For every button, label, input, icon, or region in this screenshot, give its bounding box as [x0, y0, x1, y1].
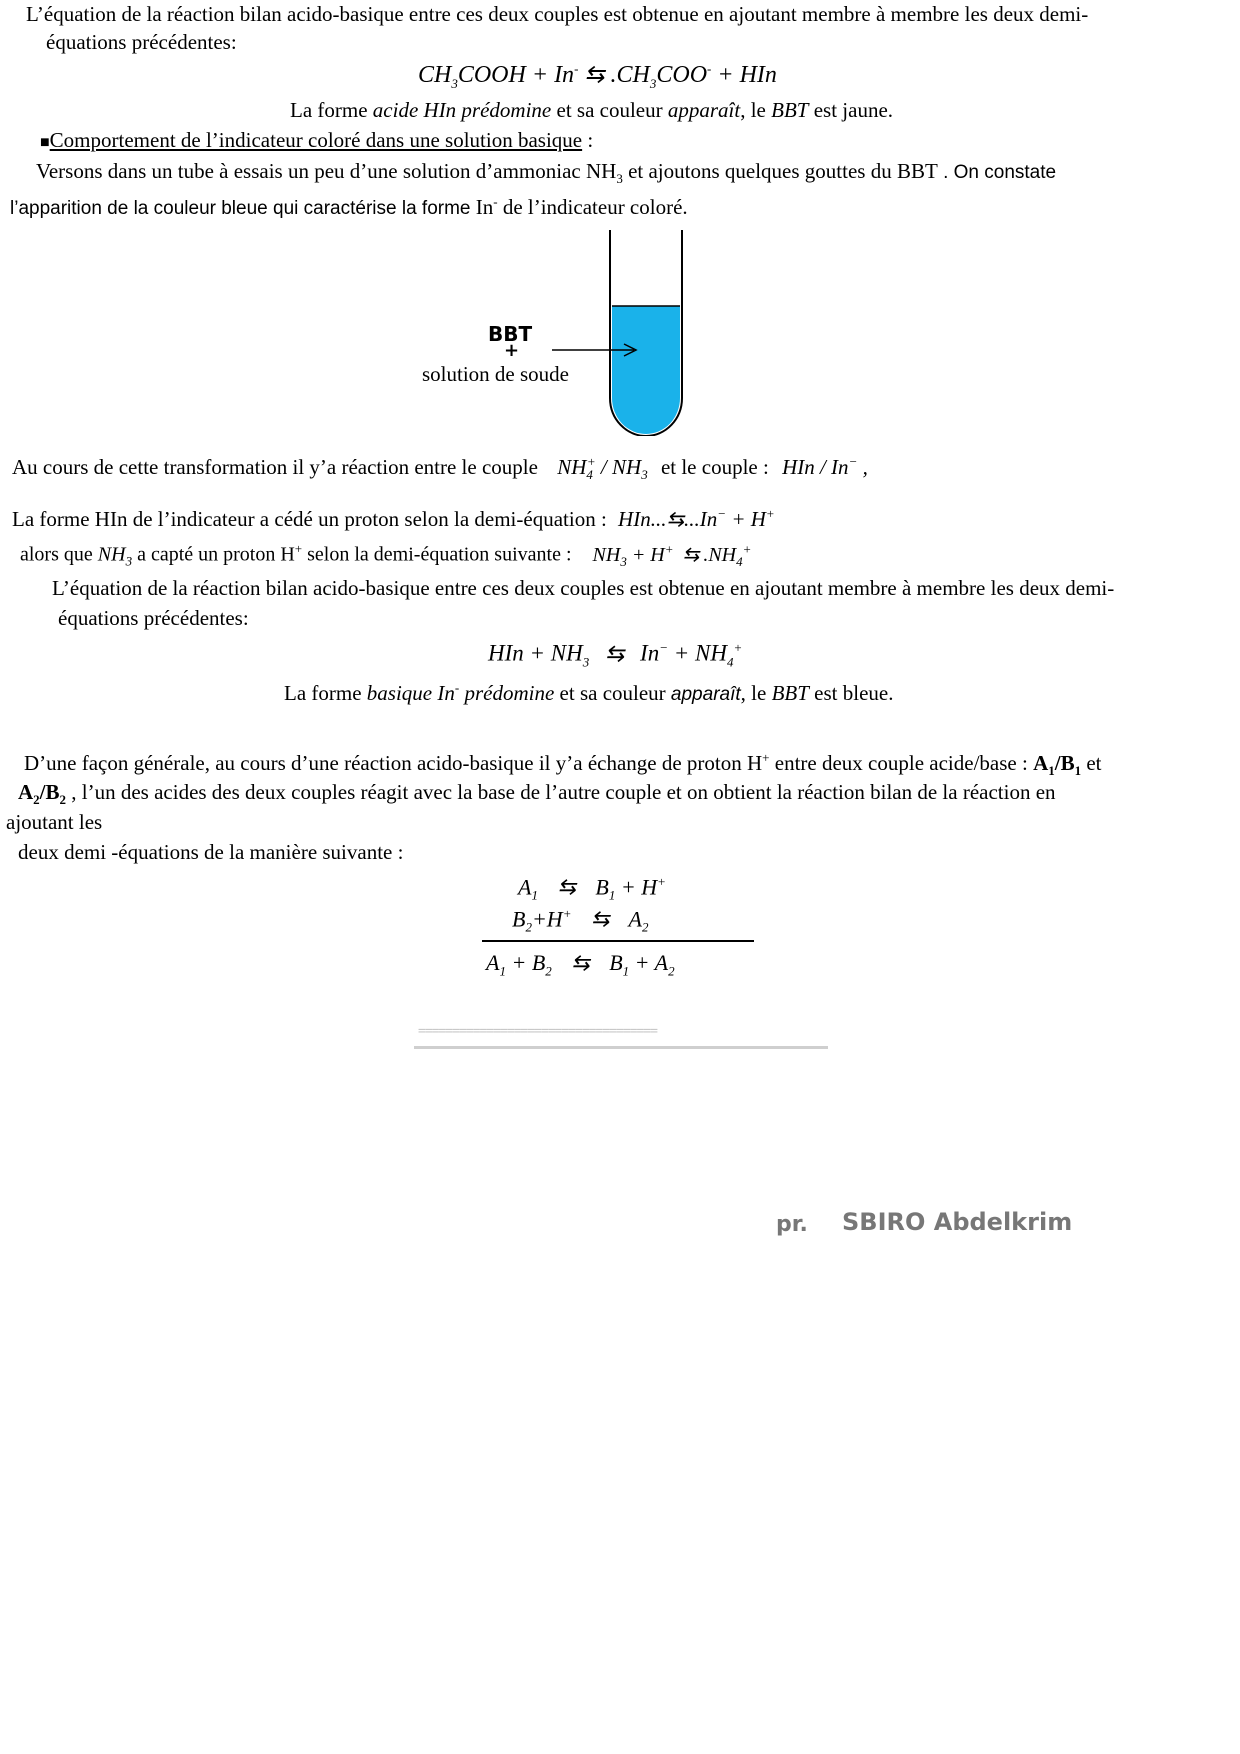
- paragraph-line: $A_2/B_2$ , l’un des acides des deux couples réagit avec la base de l’autre couple et on obtient la réaction bilan de la réaction en: [18, 780, 1056, 808]
- paragraph-line: D’une façon générale, au cours d’une réaction acido-basique il y’a échange de proton H+ entre deux couple acide/base : $A_1/B_1$ et: [24, 750, 1102, 779]
- paragraph-line: alors que $NH_3$ a capté un proton H+ selon la demi-équation suivante : $NH_3 + H^+$ ⇆ $.NH_4^+$: [20, 541, 752, 569]
- figure-label-bbt: BBT: [488, 322, 533, 346]
- conclusion-acid: La forme acide HIn prédomine et sa couleur apparaît, le BBT est jaune.: [290, 98, 894, 122]
- signature-name: SBIRO Abdelkrim: [842, 1208, 1073, 1236]
- scheme-row-2: $B_2+H^+$ ⇆ $A_2$: [512, 906, 649, 935]
- paragraph-line: Au cours de cette transformation il y’a réaction entre le couple $NH_4^+ / NH_3$ et le couple : HIn / In− ,: [12, 454, 868, 483]
- demi-equation-nh3: $NH_3 + H^+$ ⇆ $.NH_4^+$: [592, 541, 752, 569]
- bullet-icon: ■: [40, 134, 50, 151]
- paragraph-line: deux demi -équations de la manière suivante :: [18, 840, 404, 864]
- paragraph-line: l’apparition de la couleur bleue qui caractérise la forme In- de l’indicateur coloré.: [10, 194, 688, 219]
- equilibrium-arrow-icon: ⇆: [682, 543, 700, 566]
- scheme-row-3: $A_1 + B_2$ ⇆ $B_1 + A_2$: [486, 950, 675, 979]
- signature-prefix: pr.: [776, 1212, 808, 1237]
- equation-acid: $CH_3COOH + In^-$ ⇆ $.CH_3COO^-$ + HIn: [418, 61, 777, 91]
- demi-equation-hin: HIn...⇆...In− + H+: [618, 506, 775, 531]
- equation-base: HIn + $NH_3$ ⇆ $In^- + NH_4^+$: [488, 640, 743, 670]
- figure-label-plus: +: [504, 340, 520, 361]
- equilibrium-arrow-icon: ⇆: [590, 906, 610, 932]
- equilibrium-arrow-icon: ⇆: [557, 874, 576, 900]
- scheme-divider: [482, 940, 754, 942]
- equilibrium-arrow-icon: ⇆: [584, 62, 605, 88]
- paragraph-line: L’équation de la réaction bilan acido-basique entre ces deux couples est obtenue en ajoutant membre à membre les deux demi-: [26, 2, 1089, 26]
- figure-label-solution: solution de soude: [422, 362, 569, 386]
- separator-line: [414, 1046, 828, 1049]
- scheme-row-1: $A_1$ ⇆ $B_1 + H^+$: [518, 874, 666, 903]
- paragraph-line: équations précédentes:: [46, 30, 237, 54]
- paragraph-line: équations précédentes:: [58, 606, 249, 630]
- paragraph-line: L’équation de la réaction bilan acido-basique entre ces deux couples est obtenue en ajoutant membre à membre les deux demi-: [52, 576, 1115, 600]
- conclusion-base: La forme basique In- prédomine et sa couleur apparaît, le BBT est bleue.: [284, 680, 894, 705]
- equilibrium-arrow-icon: ⇆: [571, 950, 590, 975]
- blue-solution: [612, 306, 680, 434]
- couple-hin-in: HIn / In− ,: [782, 454, 868, 479]
- separator: ===================================: [418, 1024, 657, 1039]
- equilibrium-arrow-icon: ⇆: [605, 640, 625, 666]
- section-heading: ■Comportement de l’indicateur coloré dans une solution basique :: [40, 128, 594, 152]
- paragraph-line: La forme HIn de l’indicateur a cédé un proton selon la demi-équation : HIn...⇆...In− + H+: [12, 506, 775, 531]
- couple-nh4-nh3: $NH_4^+ / NH_3$: [557, 454, 648, 483]
- test-tube-figure: [540, 228, 690, 436]
- paragraph-line: ajoutant les: [6, 810, 103, 834]
- paragraph-line: Versons dans un tube à essais un peu d’une solution d’ammoniac $NH_3$ et ajoutons quelques gouttes du BBT . On constate: [36, 159, 1057, 187]
